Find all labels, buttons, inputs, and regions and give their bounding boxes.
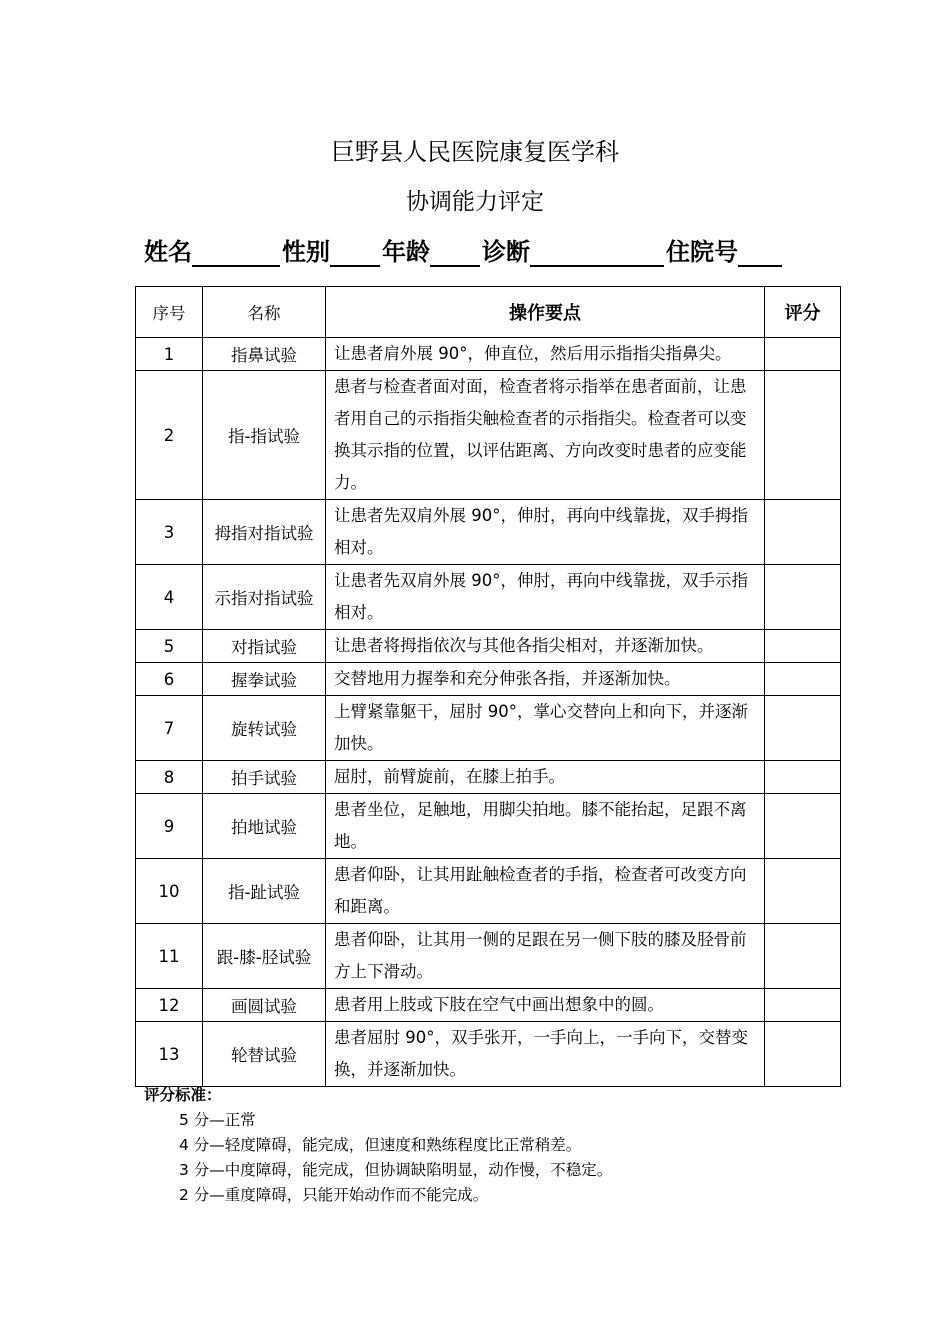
test-name: 指-趾试验 (203, 859, 326, 924)
test-name: 指-指试验 (203, 371, 326, 500)
score-cell[interactable] (765, 859, 841, 924)
form-title: 协调能力评定 (406, 189, 544, 215)
score-cell[interactable] (765, 565, 841, 630)
row-number: 7 (136, 696, 203, 761)
table-header-row (136, 287, 841, 338)
test-procedure: 患者坐位，足触地，用脚尖拍地。膝不能抬起，足跟不离地。 (326, 794, 765, 859)
col-points-header: 操作要点 (326, 287, 765, 338)
table-row (136, 338, 841, 371)
table-row (136, 565, 841, 630)
row-number: 1 (136, 338, 203, 371)
criteria-item: 3 分—中度障碍，能完成，但协调缺陷明显，动作慢，不稳定。 (179, 1161, 613, 1179)
row-number: 6 (136, 663, 203, 696)
test-procedure: 患者用上肢或下肢在空气中画出想象中的圆。 (326, 989, 765, 1022)
score-cell[interactable] (765, 663, 841, 696)
table-row (136, 630, 841, 663)
test-name: 示指对指试验 (203, 565, 326, 630)
table-row (136, 500, 841, 565)
gender-label: 性别 (282, 238, 330, 266)
row-number: 11 (136, 924, 203, 989)
test-name: 指鼻试验 (203, 338, 326, 371)
criteria-item: 5 分—正常 (179, 1111, 256, 1129)
test-procedure: 患者仰卧，让其用趾触检查者的手指，检查者可改变方向和距离。 (326, 859, 765, 924)
diagnosis-label: 诊断 (482, 238, 530, 266)
test-name: 拍手试验 (203, 761, 326, 794)
test-name: 旋转试验 (203, 696, 326, 761)
test-procedure: 患者与检查者面对面，检查者将示指举在患者面前，让患者用自己的示指指尖触检查者的示指指尖。检查者可以变换其示指的位置，以评估距离、方向改变时患者的应变能力。 (326, 371, 765, 500)
test-name: 轮替试验 (203, 1022, 326, 1087)
criteria-item: 2 分—重度障碍，只能开始动作而不能完成。 (179, 1186, 489, 1204)
score-cell[interactable] (765, 630, 841, 663)
row-number: 2 (136, 371, 203, 500)
test-name: 拍地试验 (203, 794, 326, 859)
table-body (136, 338, 841, 1087)
test-name: 拇指对指试验 (203, 500, 326, 565)
col-score-header: 评分 (765, 287, 841, 338)
test-procedure: 患者屈肘 90°，双手张开，一手向上，一手向下，交替变换，并逐渐加快。 (326, 1022, 765, 1087)
test-name: 跟-膝-胫试验 (203, 924, 326, 989)
score-cell[interactable] (765, 338, 841, 371)
name-field[interactable] (192, 237, 280, 267)
table-row (136, 924, 841, 989)
test-procedure: 让患者先双肩外展 90°，伸肘，再向中线靠拢，双手拇指相对。 (326, 500, 765, 565)
table-row (136, 1022, 841, 1087)
hospital-title: 巨野县人民医院康复医学科 (331, 138, 619, 166)
scoring-criteria (144, 1083, 612, 1208)
test-procedure: 让患者先双肩外展 90°，伸肘，再向中线靠拢，双手示指相对。 (326, 565, 765, 630)
age-field[interactable] (430, 237, 480, 267)
col-name-header: 名称 (203, 287, 326, 338)
score-cell[interactable] (765, 924, 841, 989)
score-cell[interactable] (765, 1022, 841, 1087)
row-number: 10 (136, 859, 203, 924)
coordination-table (135, 286, 841, 1087)
row-number: 8 (136, 761, 203, 794)
row-number: 12 (136, 989, 203, 1022)
test-procedure: 屈肘，前臂旋前，在膝上拍手。 (326, 761, 765, 794)
table-row (136, 989, 841, 1022)
table-row (136, 663, 841, 696)
table-row (136, 696, 841, 761)
diagnosis-field[interactable] (530, 237, 664, 267)
row-number: 3 (136, 500, 203, 565)
test-procedure: 患者仰卧，让其用一侧的足跟在另一侧下肢的膝及胫骨前方上下滑动。 (326, 924, 765, 989)
row-number: 5 (136, 630, 203, 663)
score-cell[interactable] (765, 989, 841, 1022)
score-cell[interactable] (765, 371, 841, 500)
criteria-item: 4 分—轻度障碍，能完成，但速度和熟练程度比正常稍差。 (179, 1136, 582, 1154)
age-label: 年龄 (382, 238, 430, 266)
admission-no-field[interactable] (738, 237, 782, 267)
gender-field[interactable] (330, 237, 380, 267)
score-cell[interactable] (765, 696, 841, 761)
col-no-header: 序号 (136, 287, 203, 338)
score-cell[interactable] (765, 761, 841, 794)
score-cell[interactable] (765, 500, 841, 565)
table-row (136, 371, 841, 500)
score-cell[interactable] (765, 794, 841, 859)
test-name: 对指试验 (203, 630, 326, 663)
test-name: 握拳试验 (203, 663, 326, 696)
patient-info-line (144, 232, 784, 267)
table-row (136, 859, 841, 924)
test-name: 画圆试验 (203, 989, 326, 1022)
criteria-heading: 评分标准： (144, 1086, 222, 1104)
table-row (136, 761, 841, 794)
row-number: 13 (136, 1022, 203, 1087)
test-procedure: 让患者将拇指依次与其他各指尖相对，并逐渐加快。 (326, 630, 765, 663)
test-procedure: 交替地用力握拳和充分伸张各指，并逐渐加快。 (326, 663, 765, 696)
row-number: 9 (136, 794, 203, 859)
test-procedure: 上臂紧靠躯干，屈肘 90°，掌心交替向上和向下，并逐渐加快。 (326, 696, 765, 761)
table-row (136, 794, 841, 859)
test-procedure: 让患者肩外展 90°，伸直位，然后用示指指尖指鼻尖。 (326, 338, 765, 371)
row-number: 4 (136, 565, 203, 630)
admission-no-label: 住院号 (666, 238, 738, 266)
name-label: 姓名 (144, 238, 192, 266)
